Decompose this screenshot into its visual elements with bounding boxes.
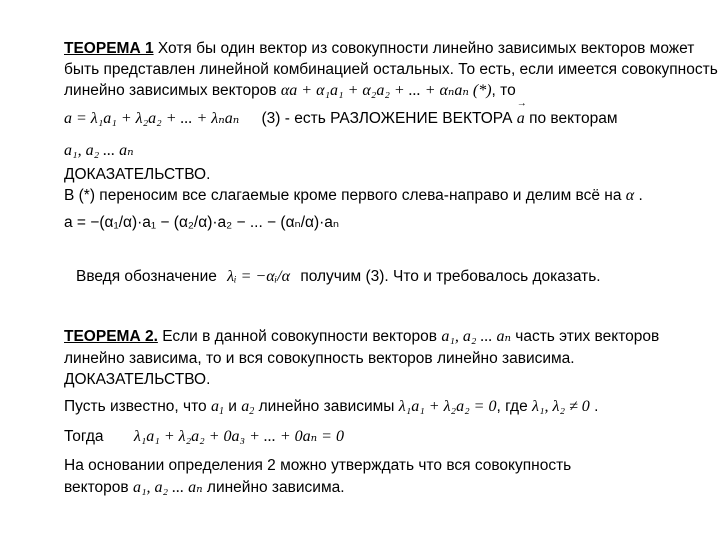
equation-3-line xyxy=(64,108,617,129)
theorem2-proof-title: ДОКАЗАТЕЛЬСТВО. xyxy=(64,371,211,388)
vector-a1: $a_1$ xyxy=(210,398,224,417)
theorem2-where: , где xyxy=(496,398,528,415)
theorem1-text-3: линейно зависимых векторов xyxy=(64,82,277,99)
theorem2-dependent: линейно зависимы xyxy=(258,398,395,415)
theorem2-vectors: a₁, a₂ ... aₙ xyxy=(441,328,511,345)
theorem1-proof-line: В (*) переносим все слагаемые кроме первого слева-направо и делим всё на α . xyxy=(64,187,643,204)
theorem2-equation: λ₁a₁ + λ₂a₂ = 0 xyxy=(398,398,497,415)
theorem1-text-1: Хотя бы один вектор из совокупности линейно зависимых векторов может xyxy=(157,40,695,57)
theorem1-text-3-tail: , то xyxy=(491,82,516,99)
decomposition-text-2: по векторам xyxy=(529,110,618,127)
theorem2-zero-equation: λ₁a₁ + λ₂a₂ + 0a₃ + ... + 0aₙ = 0 xyxy=(133,428,344,445)
lambda-definition: λᵢ = −αᵢ/α xyxy=(227,268,290,285)
equation-3-tag: (3) xyxy=(261,110,281,127)
fraction-equation: a = −(α₁/α)·a₁ − (α₂/α)·a₂ − ... − (αₙ/α)·aₙ xyxy=(64,214,340,231)
proof-line-text: В (*) переносим все слагаемые кроме первого слева-направо и делим всё на xyxy=(64,187,622,204)
theorem2-line3: Пусть известно, что $a_1$ и $a_2$ линейно зависимы λ₁a₁ + λ₂a₂ = 0, где λ₁, λ₂ ≠ 0 . xyxy=(64,398,599,417)
vectors-list-1: a₁, a₂ ... aₙ xyxy=(64,142,134,159)
vector-a2: $a_2$ xyxy=(241,398,255,417)
theorem2-heading: ТЕОРЕМА 2. xyxy=(64,328,158,345)
theorem1-line2: быть представлен линейной комбинацией остальных. То есть, если имеется совокупность xyxy=(64,61,718,78)
theorem2-line4 xyxy=(64,426,344,447)
theorem2-line6 xyxy=(64,477,345,498)
theorem1-line1 xyxy=(64,38,694,59)
vectors-word: векторов xyxy=(64,479,129,496)
theorem2-conclusion: линейно зависима. xyxy=(206,479,345,496)
notation-line xyxy=(76,266,601,287)
theorem1-line3 xyxy=(64,80,516,101)
theorem1-heading: ТЕОРЕМА 1 xyxy=(64,40,154,57)
theorem1-proof-title: ДОКАЗАТЕЛЬСТВО. xyxy=(64,166,211,183)
theorem2-text-1-tail: часть этих векторов xyxy=(515,328,660,345)
vector-a: → a xyxy=(517,108,525,129)
decomposition-text: - есть РАЗЛОЖЕНИЕ ВЕКТОРА xyxy=(284,110,513,127)
equation-3: a = λ₁a₁ + λ₂a₂ + ... + λₙaₙ xyxy=(64,110,240,127)
theorem2-condition: λ₁, λ₂ ≠ 0 xyxy=(532,398,590,415)
theorem2-vectors-2: a₁, a₂ ... aₙ xyxy=(132,479,203,496)
theorem2-line2: линейно зависима, то и вся совокупность векторов линейно зависима. xyxy=(64,350,575,367)
theorem2-text-3: Пусть известно, что xyxy=(64,398,207,415)
notation-text: Введя обозначение xyxy=(76,268,217,285)
theorem2-line1 xyxy=(64,326,659,347)
theorem2-line5: На основании определения 2 можно утверждать что вся совокупность xyxy=(64,457,572,474)
theorem2-and: и xyxy=(228,398,237,415)
theorem2-text-1: Если в данной совокупности векторов xyxy=(162,328,438,345)
then-text: Тогда xyxy=(64,428,104,445)
equation-star: αa + α₁a₁ + α₂a₂ + ... + αₙaₙ (*) xyxy=(280,82,492,99)
notation-tail: получим (3). Что и требовалось доказать. xyxy=(300,268,601,285)
proof-alpha: α xyxy=(625,187,635,204)
